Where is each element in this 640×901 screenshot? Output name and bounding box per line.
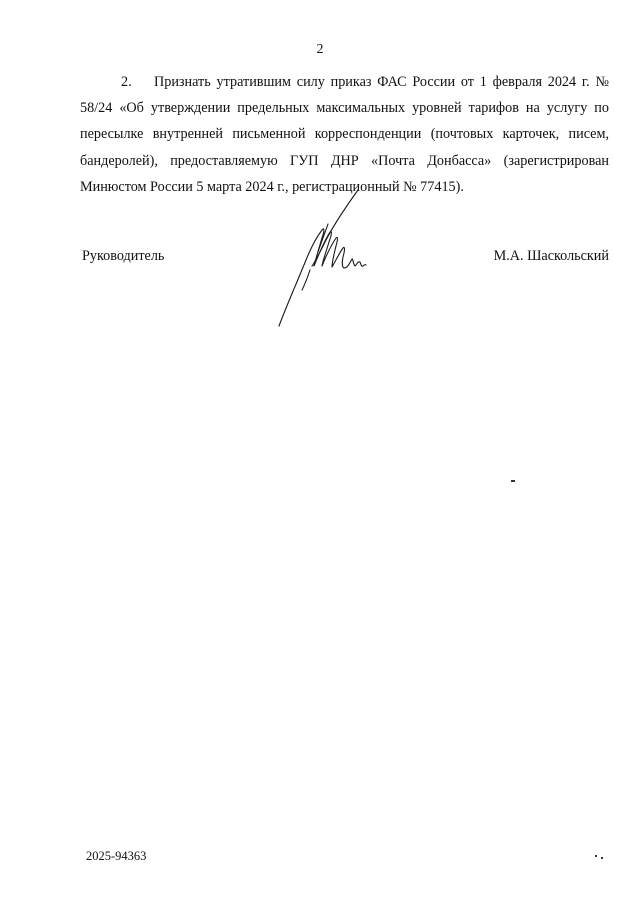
- scan-speck: [601, 857, 603, 859]
- item-number: 2.: [121, 74, 132, 90]
- scan-speck: [595, 855, 597, 857]
- handwritten-signature: [270, 180, 380, 330]
- signer-name: М.А. Шаскольский: [493, 248, 609, 264]
- signer-position: Руководитель: [82, 248, 165, 264]
- item-text: Признать утратившим силу приказ ФАС России от 1 февраля 2024 г. № 58/24 «Об утверждении предельных максимальных уровней тарифов на услугу по пересылке внутренней письменной корреспонденции (почтовых карточек, писем, бандеролей), предоставляемую ГУП ДНР «Почта Донбасса» (зарегистрирован Минюстом России 5 марта 2024 г., регистрационный № 77415).: [80, 74, 609, 195]
- document-id: 2025-94363: [86, 849, 147, 863]
- scan-speck: [511, 480, 515, 482]
- page-number: 2: [316, 42, 324, 57]
